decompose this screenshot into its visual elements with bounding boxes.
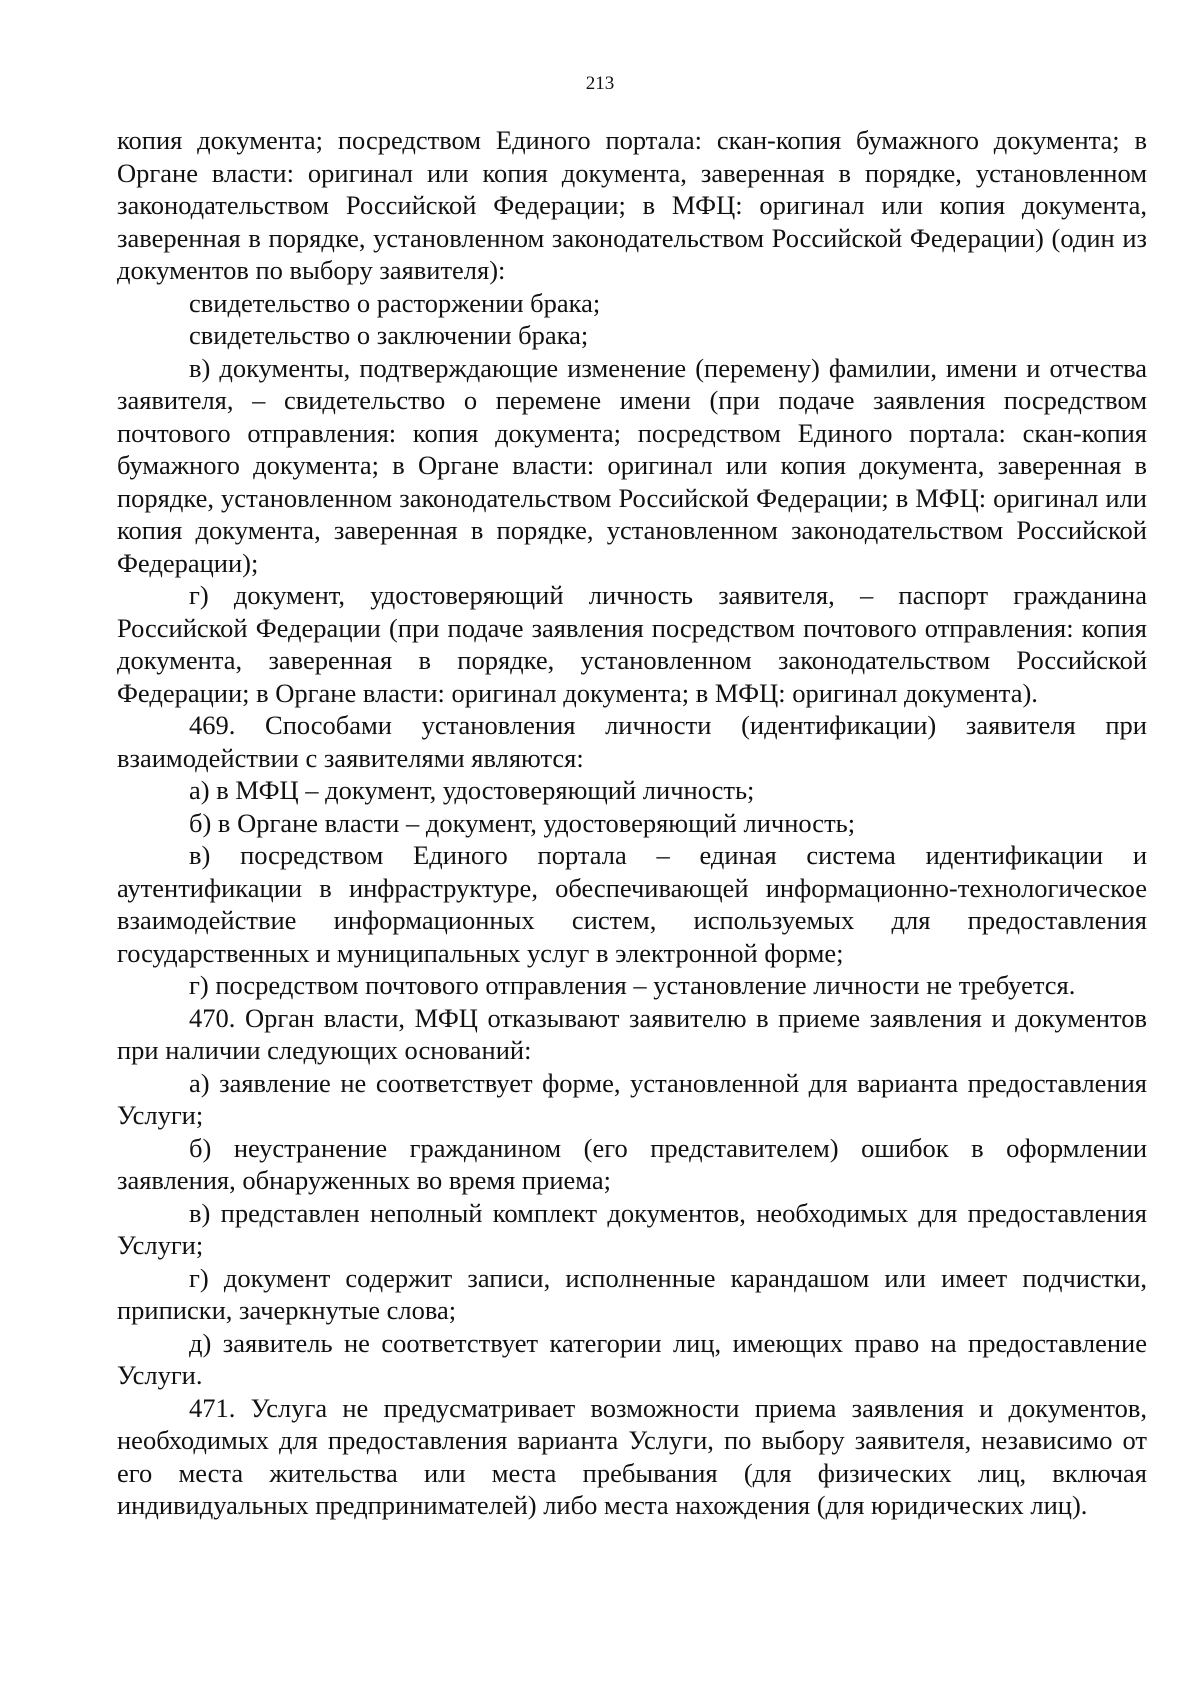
paragraph: д) заявитель не соответствует категории лиц, имеющих право на предоставление Услуги. bbox=[117, 1327, 1147, 1390]
paragraph: 471. Услуга не предусматривает возможности приема заявления и документов, необходимых для предоставления варианта Услуги, по выбору заявителя, независимо от его места жительства или места пребывания (для физических лиц, включая индивидуальных предпринимателей) либо места нахождения (для юридических лиц). bbox=[117, 1392, 1147, 1520]
paragraph: б) в Органе власти – документ, удостоверяющий личность; bbox=[189, 807, 856, 838]
paragraph: б) неустранение гражданином (его представителем) ошибок в оформлении заявления, обнаруженных во время приема; bbox=[117, 1132, 1147, 1195]
page-number: 213 bbox=[585, 73, 615, 94]
paragraph: 469. Способами установления личности (идентификации) заявителя при взаимодействии с заявителями являются: bbox=[117, 710, 1147, 773]
paragraph: в) документы, подтверждающие изменение (перемену) фамилии, имени и отчества заявителя, – свидетельство о перемене имени (при подаче заявления посредством почтового отправления: копия документа; посредством Единого портала: скан-копия бумажного документа; в Органе власти: оригинал или копия документа, заверенная в порядке, установленном законодательством Российской Федерации; в МФЦ: оригинал или копия документа, заверенная в порядке, установленном законодательством Российской Федерации); bbox=[117, 352, 1147, 578]
paragraph: г) документ, удостоверяющий личность заявителя, – паспорт гражданина Российской Федерации (при подаче заявления посредством почтового отправления: копия документа, заверенная в порядке, установленном законодательством Российской Федерации; в Органе власти: оригинал документа; в МФЦ: оригинал документа). bbox=[117, 580, 1147, 708]
paragraph: г) посредством почтового отправления – установление личности не требуется. bbox=[189, 970, 1076, 1000]
paragraph: копия документа; посредством Единого портала: скан-копия бумажного документа; в Органе власти: оригинал или копия документа, заверенная в порядке, установленном законодательством Российской Федерации; в МФЦ: оригинал или копия документа, заверенная в порядке, установленном законодательством Российской Федерации) (один из документов по выбору заявителя): bbox=[117, 125, 1147, 285]
paragraph: свидетельство о заключении брака; bbox=[189, 320, 589, 350]
paragraph: г) документ содержит записи, исполненные карандашом или имеет подчистки, приписки, зачеркнутые слова; bbox=[117, 1262, 1147, 1325]
paragraph: свидетельство о расторжении брака; bbox=[189, 287, 601, 318]
paragraph: в) представлен неполный комплект документов, необходимых для предоставления Услуги; bbox=[117, 1197, 1147, 1260]
paragraph: а) в МФЦ – документ, удостоверяющий личность; bbox=[189, 775, 755, 805]
document-body bbox=[117, 124, 1147, 1522]
paragraph: в) посредством Единого портала – единая система идентификации и аутентификации в инфраструктуре, обеспечивающей информационно-технологическое взаимодействие информационных систем, используемых для предоставления государственных и муниципальных услуг в электронной форме; bbox=[117, 840, 1147, 968]
paragraph: а) заявление не соответствует форме, установленной для варианта предоставления Услуги; bbox=[117, 1067, 1147, 1130]
paragraph: 470. Орган власти, МФЦ отказывают заявителю в приеме заявления и документов при наличии следующих оснований: bbox=[117, 1002, 1147, 1065]
